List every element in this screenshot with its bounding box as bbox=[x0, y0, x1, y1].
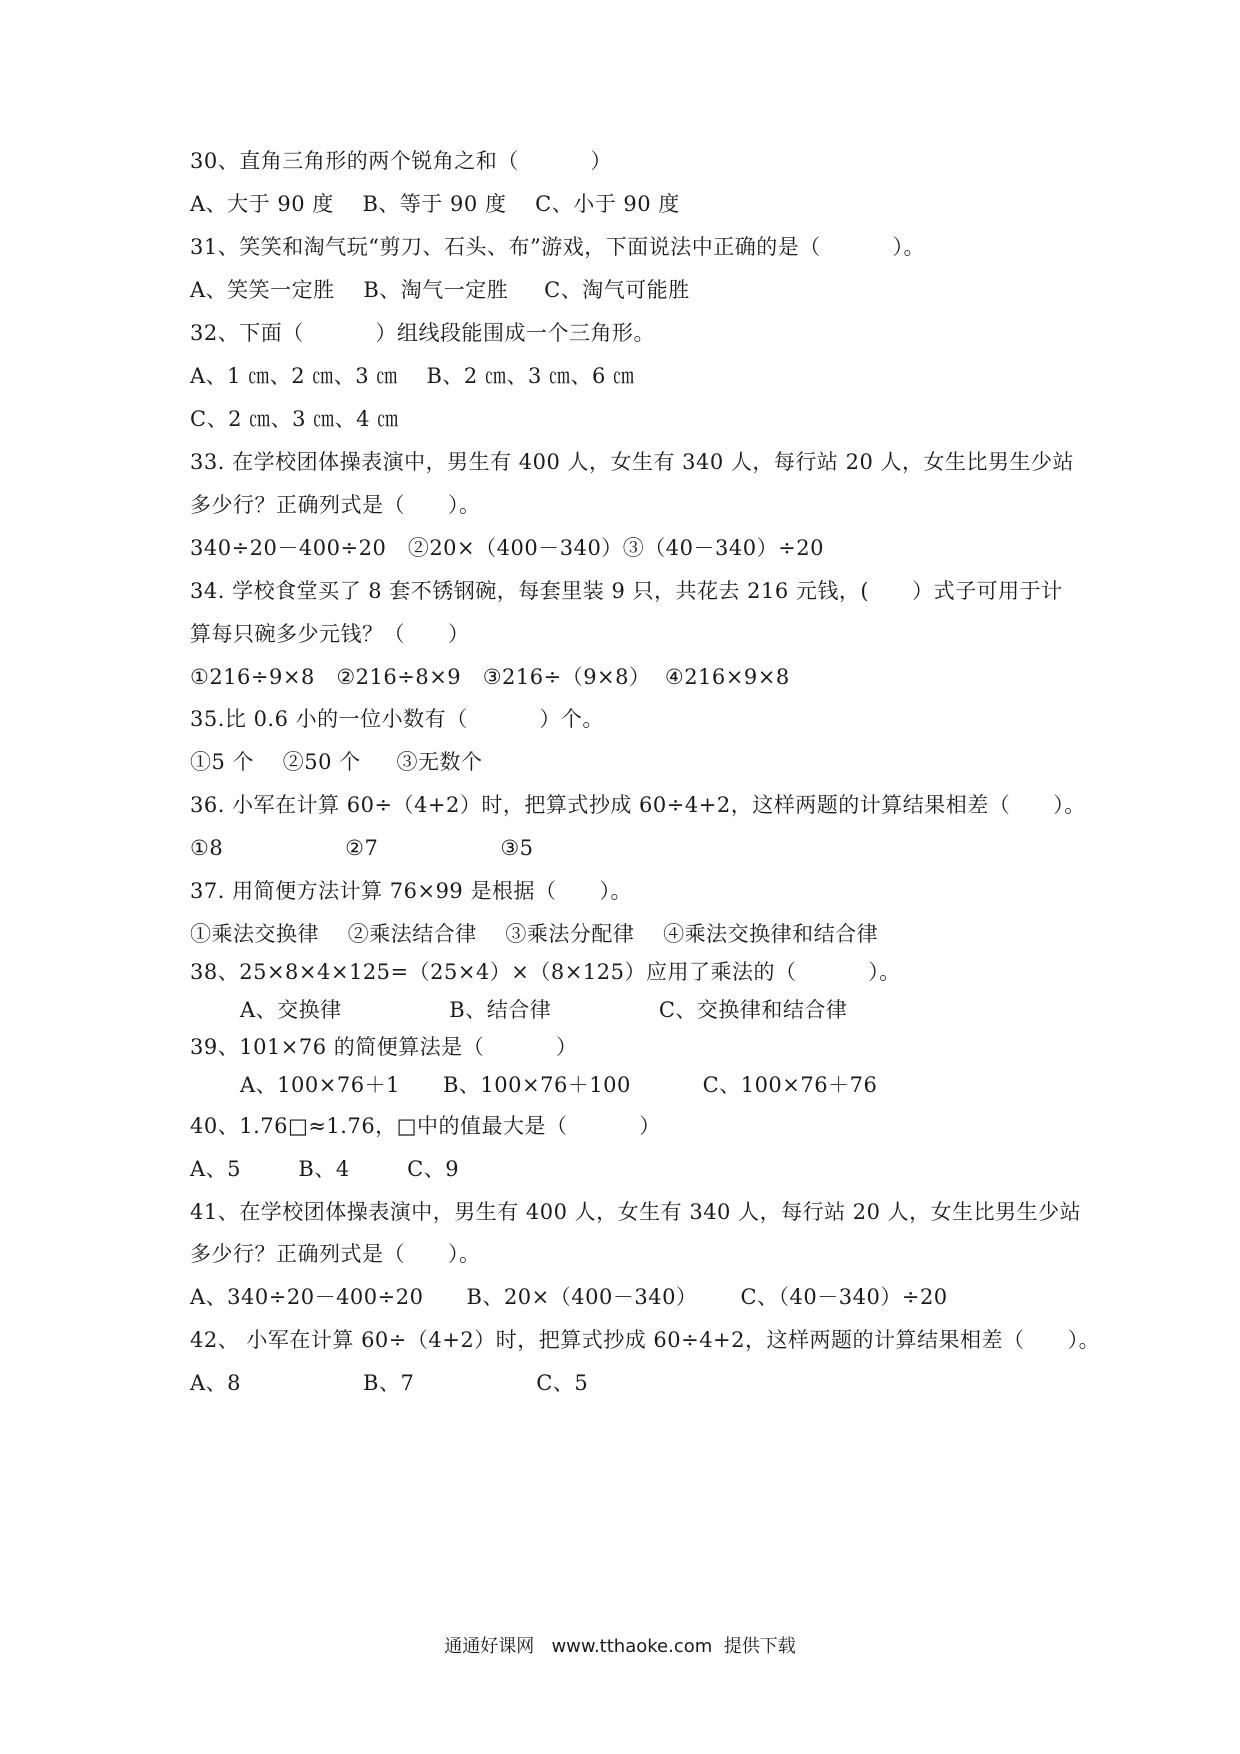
options-38: A、交换律 B、结合律 C、交换律和结合律 bbox=[240, 998, 848, 1022]
question-33-line2: 多少行？正确列式是（ ）。 bbox=[190, 493, 481, 517]
question-38: 38、25×8×4×125=（25×4）×（8×125）应用了乘法的（ ）。 bbox=[190, 960, 901, 984]
question-41-line2: 多少行？正确列式是（ ）。 bbox=[190, 1242, 481, 1266]
question-40: 40、1.76□≈1.76，□中的值最大是（ ） bbox=[190, 1114, 661, 1138]
options-41: A、340÷20－400÷20 B、20×（400－340） C、（40－340）÷20 bbox=[190, 1285, 948, 1309]
options-31: A、笑笑一定胜 B、淘气一定胜 C、淘气可能胜 bbox=[190, 278, 690, 302]
options-36: ①8 ②7 ③5 bbox=[190, 836, 534, 860]
question-39: 39、101×76 的简便算法是（ ） bbox=[190, 1035, 578, 1059]
options-40: A、5 B、4 C、9 bbox=[190, 1157, 460, 1181]
options-30: A、大于 90 度 B、等于 90 度 C、小于 90 度 bbox=[190, 192, 680, 216]
question-33-line1: 33. 在学校团体操表演中，男生有 400 人，女生有 340 人，每行站 20 人，女生比男生少站 bbox=[190, 450, 1075, 474]
question-34-line1: 34. 学校食堂买了 8 套不锈钢碗，每套里装 9 只，共花去 216 元钱，( ）式子可用于计 bbox=[190, 579, 1063, 603]
question-30: 30、直角三角形的两个锐角之和（ ） bbox=[190, 149, 612, 173]
question-36: 36. 小军在计算 60÷（4+2）时，把算式抄成 60÷4+2，这样两题的计算结果相差（ ）。 bbox=[190, 793, 1086, 817]
question-32: 32、下面（ ）组线段能围成一个三角形。 bbox=[190, 321, 655, 345]
options-37: ①乘法交换律 ②乘法结合律 ③乘法分配律 ④乘法交换律和结合律 bbox=[190, 922, 879, 946]
question-35: 35.比 0.6 小的一位小数有（ ）个。 bbox=[190, 707, 604, 731]
options-33: 340÷20－400÷20 ②20×（400－340）③（40－340）÷20 bbox=[190, 536, 824, 560]
options-39: A、100×76＋1 B、100×76＋100 C、100×76＋76 bbox=[240, 1073, 878, 1097]
question-41-line1: 41、在学校团体操表演中，男生有 400 人，女生有 340 人，每行站 20 人，女生比男生少站 bbox=[190, 1200, 1082, 1224]
options-35: ①5 个 ②50 个 ③无数个 bbox=[190, 750, 483, 774]
options-32-c: C、2 ㎝、3 ㎝、4 ㎝ bbox=[190, 407, 399, 431]
question-31: 31、笑笑和淘气玩“剪刀、石头、布”游戏，下面说法中正确的是（ ）。 bbox=[190, 235, 925, 259]
options-34: ①216÷9×8 ②216÷8×9 ③216÷（9×8） ④216×9×8 bbox=[190, 665, 790, 689]
page-footer: 通通好课网 www.tthaoke.com 提供下载 bbox=[444, 1636, 796, 1657]
question-34-line2: 算每只碗多少元钱？（ ） bbox=[190, 622, 470, 646]
options-42: A、8 B、7 C、5 bbox=[190, 1371, 589, 1395]
options-32-ab: A、1 ㎝、2 ㎝、3 ㎝ B、2 ㎝、3 ㎝、6 ㎝ bbox=[190, 364, 635, 388]
question-37: 37. 用简便方法计算 76×99 是根据（ ）。 bbox=[190, 879, 633, 903]
question-42: 42、 小军在计算 60÷（4+2）时，把算式抄成 60÷4+2，这样两题的计算结果相差（ ）。 bbox=[190, 1328, 1101, 1352]
